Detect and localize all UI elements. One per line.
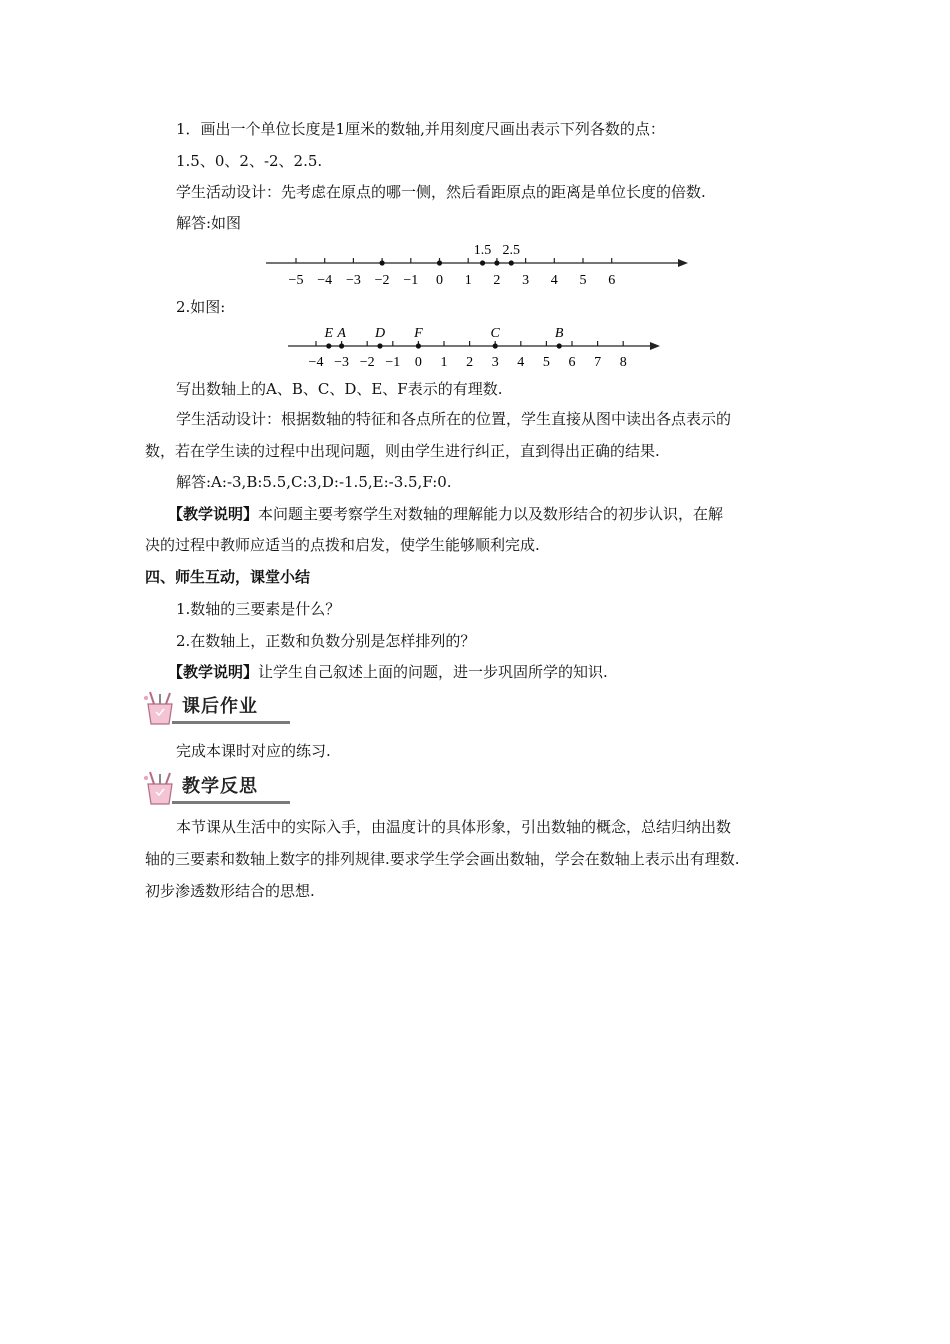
tick-label: −4 xyxy=(317,273,333,288)
q2-answer: 解答:A:-3,B:5.5,C:3,D:-1.5,E:-3.5,F:0. xyxy=(176,473,452,491)
tick-label: 5 xyxy=(579,273,587,288)
tick-label: −2 xyxy=(359,355,375,370)
teaching-note-tag: 【教学说明】 xyxy=(168,663,259,681)
q2-question: 写出数轴上的A、B、C、D、E、F表示的有理数. xyxy=(176,380,503,398)
tick-label: 6 xyxy=(608,273,616,288)
tick-label: 5 xyxy=(542,355,550,370)
tick-label: −1 xyxy=(403,273,419,288)
teaching-note-tag: 【教学说明】 xyxy=(168,505,259,523)
tick-label: 3 xyxy=(491,355,499,370)
axis-point xyxy=(480,260,485,265)
reflection-line2: 轴的三要素和数轴上数字的排列规律.要求学生学会画出数轴，学会在数轴上表示出有理数. xyxy=(145,850,740,868)
axis-point xyxy=(557,343,562,348)
axis-arrow xyxy=(650,342,660,350)
section4-heading: 四、师生互动，课堂小结 xyxy=(145,568,311,586)
q2-activity-line1: 学生活动设计：根据数轴的特征和各点所在的位置，学生直接从图中读出各点表示的 xyxy=(176,410,732,428)
point-label: 1.5 xyxy=(473,243,492,258)
homework-banner-title: 课后作业 xyxy=(182,696,258,717)
tick-label: 4 xyxy=(550,273,558,288)
tick-label: 6 xyxy=(568,355,576,370)
axis-point xyxy=(339,343,344,348)
axis-point xyxy=(493,343,498,348)
tick-label: −5 xyxy=(288,273,304,288)
q1-text: 1．画出一个单位长度是1厘米的数轴,并用刻度尺画出表示下列各数的点： xyxy=(176,120,665,138)
axis-point xyxy=(509,260,514,265)
tick-label: −1 xyxy=(385,355,401,370)
reflection-line3: 初步渗透数形结合的思想. xyxy=(145,882,315,900)
point-label: E xyxy=(324,326,334,341)
teaching-note-1-cont: 决的过程中教师应适当的点拨和启发，使学生能够顺利完成. xyxy=(145,536,540,554)
axis-point xyxy=(416,343,421,348)
axis-point xyxy=(380,260,385,265)
point-label: A xyxy=(337,326,346,341)
reflection-banner xyxy=(142,770,292,804)
reflection-line1: 本节课从生活中的实际入手，由温度计的具体形象，引出数轴的概念，总结归纳出数 xyxy=(176,818,732,836)
axis-point xyxy=(494,260,499,265)
tick-label: −3 xyxy=(345,273,361,288)
teaching-note-2 xyxy=(168,661,608,683)
axis-point xyxy=(326,343,331,348)
q1-answer-label: 解答:如图 xyxy=(176,214,242,232)
axis-arrow xyxy=(678,259,688,267)
tick-label: −3 xyxy=(334,355,350,370)
tick-label: 7 xyxy=(594,355,602,370)
tick-label: −4 xyxy=(308,355,324,370)
tick-label: 1 xyxy=(440,355,448,370)
q2-text: 2.如图: xyxy=(176,298,226,316)
reflection-banner-title: 教学反思 xyxy=(182,776,258,797)
teaching-note-text: 让学生自己叙述上面的问题，进一步巩固所学的知识. xyxy=(258,663,608,681)
q1-activity: 学生活动设计：先考虑在原点的哪一侧，然后看距原点的距离是单位长度的倍数. xyxy=(176,183,706,201)
tick-label: 2 xyxy=(493,273,501,288)
axis-point xyxy=(437,260,442,265)
q2-activity-line2: 数，若在学生读的过程中出现问题，则由学生进行纠正，直到得出正确的结果. xyxy=(145,442,660,460)
homework-text: 完成本课时对应的练习. xyxy=(176,742,331,760)
q1-numbers: 1.5、0、2、-2、2.5. xyxy=(176,152,323,170)
homework-banner xyxy=(142,690,292,724)
teaching-note-1 xyxy=(168,503,723,525)
tick-label: 3 xyxy=(522,273,530,288)
axis-point xyxy=(377,343,382,348)
point-label: B xyxy=(554,326,564,341)
point-label: 2.5 xyxy=(502,243,520,258)
point-label: F xyxy=(414,326,423,341)
tick-label: 2 xyxy=(466,355,474,370)
teaching-note-text: 本问题主要考察学生对数轴的理解能力以及数形结合的初步认识，在解 xyxy=(258,505,724,523)
section4-item2: 2.在数轴上，正数和负数分别是怎样排列的？ xyxy=(176,632,476,650)
number-line-1 xyxy=(264,232,694,292)
tick-label: 0 xyxy=(436,273,443,288)
tick-label: 0 xyxy=(414,355,422,370)
point-label: C xyxy=(490,326,500,341)
tick-label: 4 xyxy=(517,355,525,370)
tick-label: 8 xyxy=(619,355,627,370)
tick-label: 1 xyxy=(464,273,472,288)
number-line-2 xyxy=(286,318,666,376)
section4-item1: 1.数轴的三要素是什么？ xyxy=(176,600,341,618)
tick-label: −2 xyxy=(374,273,390,288)
point-label: D xyxy=(374,326,386,341)
